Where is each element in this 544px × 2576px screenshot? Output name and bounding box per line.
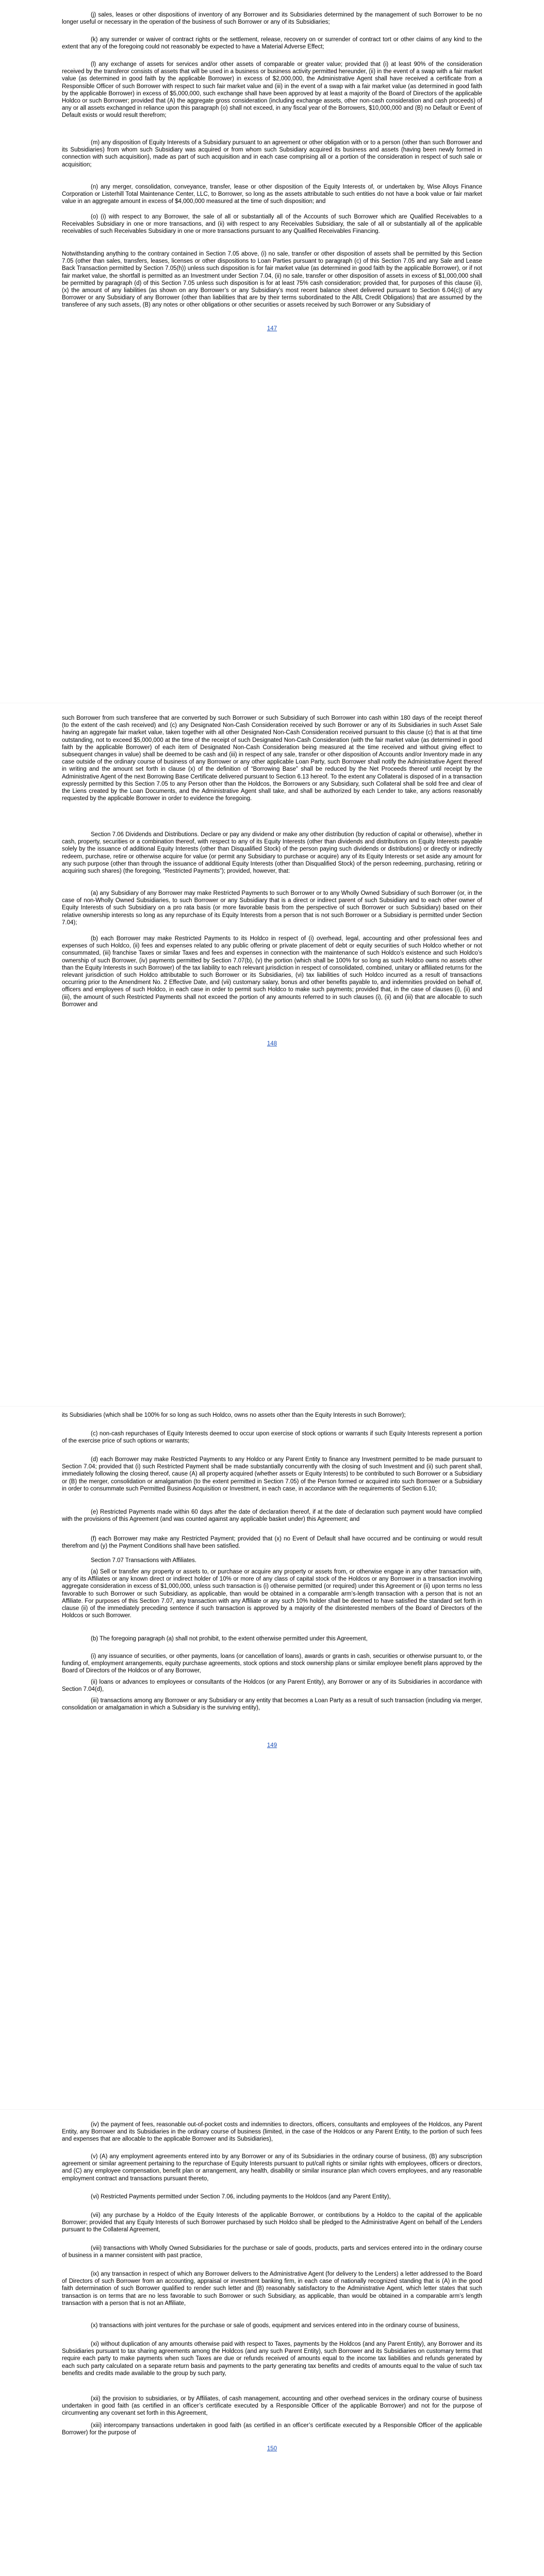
section-7-06-dividends: Section 7.06 Dividends and Distributions. Declare or pay any dividend or make any other distribution (by reduction of capital or otherwise), whether in cash, property, securities or a combination thereof, with respect to any of its Equity Interests (other than dividends and distributions on Equity Interests payable solely by the issuance of additional Equity Interests (other than Disqualified Stock) of the person paying such dividends or distributions) or directly or indirectly redeem, purchase, retire or otherwise acquire for value (or permit any Subsidiary to purchase or acquire) any of its Equity Interests or set aside any amount for any such purpose (other than through the issuance of additional Equity Interests (other than Disqualified Stock) of the person redeeming, purchasing, retiring or acquiring such shares) (the foregoing, “Restricted Payments”); provided, however, that:: [62, 832, 482, 875]
clause-xi: (xi) without duplication of any amounts otherwise paid with respect to Taxes, payments by the Holdcos (and any Parent Entity), any Borrower and its Subsidiaries pursuant to tax sharing agreements among the Holdcos (and any such Parent Entity), such Borrower and its Subsidiaries on customary terms that require each party to make payments when such Taxes are due or refunds received of amounts equal to the income tax liabilities and refunds generated by each such party calculated on a separate return basis and payments to the party generating tax benefits and credits of amounts equal to the value of such tax benefits and credits made available to the group by such party,: [62, 2341, 482, 2377]
paragraph-o: (o) (i) with respect to any Borrower, the sale of all or substantially all of the Accounts of such Borrower which are Qualified Receivables to a Receivables Subsidiary in one or more transactions, and (ii) with respect to any Receivables Subsidiary, the sale of all or substantially all of the applicable receivables of such Receivables Subsidiary in one or more transactions pursuant to any Qualified Receivables Financing.: [62, 214, 482, 235]
document-page-148: [0, 703, 544, 1406]
paragraph-n: (n) any merger, consolidation, conveyance, transfer, lease or other disposition of the Equity Interests of, or undertaken by, Wise Alloys Finance Corporation or Listerhill Total Maintenance Center, LLC, to Borrower, so long as the assets attributable to such entities do not have a book value or fair market value in an aggregate amount in excess of $4,000,000 measured at the time of such disposition; and: [62, 184, 482, 205]
paragraph-7-07-a: (a) Sell or transfer any property or assets to, or purchase or acquire any property or assets from, or otherwise engage in any other transaction with, any of its Affiliates or any known direct or indirect holder of 10% or more of any class of capital stock of the Holdcos or any Borrower in a transaction involving aggregate consideration in excess of $1,000,000, unless such transaction is (i) otherwise permitted (or required) under this Agreement or (ii) upon terms no less favorable to such Borrower or such Subsidiary, as applicable, than would be obtained in a comparable arm’s-length transaction with a person that is not an Affiliate. For purposes of this Section 7.07, any transaction with any Affiliate or any such 10% holder shall be deemed to have satisfied the standard set forth in clause (ii) of the immediately preceding sentence if such transaction is approved by a majority of the disinterested members of the Board of Directors of the Holdcos or such Borrower.: [62, 1569, 482, 1619]
paragraph-l: (l) any exchange of assets for services and/or other assets of comparable or greater value; provided that (i) at least 90% of the consideration received by the transferor consists of assets that will be used in a business or business activity permitted hereunder, (ii) in the event of a swap with a fair market value (as determined in good faith by the applicable Borrower) in excess of $2,000,000, the Administrative Agent shall have received a certificate from a Responsible Officer of such Borrower with respect to such fair market value and (iii) in the event of a swap with a fair market value (as determined in good faith by the applicable Borrower) in excess of $5,000,000, such exchange shall have been approved by at least a majority of the Board of Directors of the applicable Holdco or such Borrower; provided that (A) the aggregate gross consideration (including exchange assets, other non-cash consideration and cash proceeds) of any or all assets exchanged in reliance upon this paragraph (o) shall not exceed, in any fiscal year of the Borrowers, $10,000,000 and (B) no Default or Event of Default exists or would result therefrom;: [62, 61, 482, 119]
section-7-07-heading: Section 7.07 Transactions with Affiliates.: [91, 1557, 196, 1564]
page-number-link[interactable]: 150: [267, 2446, 277, 2452]
page-number-link[interactable]: 149: [267, 1742, 277, 1749]
page-number-link[interactable]: 148: [267, 1041, 277, 1047]
clause-x: (x) transactions with joint ventures for the purchase or sale of goods, equipment and services entered into in the ordinary course of business,: [91, 2323, 460, 2329]
clause-iii: (iii) transactions among any Borrower or any Subsidiary or any entity that becomes a Loan Party as a result of such transaction (including via merger, consolidation or amalgamation in which a Subsidiary is the surviving entity),: [62, 1698, 482, 1711]
clause-iv: (iv) the payment of fees, reasonable out-of-pocket costs and indemnities to directors, officers, consultants and employees of the Holdcos, any Parent Entity, any Borrower and its Subsidiaries in the ordinary course of business (limited, in the case of the Holdcos or any Parent Entity, to the portion of such fees and expenses that are allocable to the applicable Borrower and its Subsidiaries),: [62, 2122, 482, 2143]
document-page-149: [0, 1406, 544, 2110]
paragraph-7-07-b: (b) The foregoing paragraph (a) shall not prohibit, to the extent otherwise permitted under this Agreement,: [91, 1636, 368, 1642]
clause-v: (v) (A) any employment agreements entered into by any Borrower or any of its Subsidiaries in the ordinary course of business, (B) any subscription agreement or similar agreement pertaining to the repurchase of Equity Interests pursuant to put/call rights or similar rights with employees, officers or directors, and (C) any employee compensation, benefit plan or arrangement, any health, disability or similar insurance plan which covers employees, and any reasonable employment contract and transactions pursuant thereto,: [62, 2154, 482, 2182]
clause-ix: (ix) any transaction in respect of which any Borrower delivers to the Administrative Agent (for delivery to the Lenders) a letter addressed to the Board of Directors of such Borrower from an accounting, appraisal or investment banking firm, in each case of nationally recognized standing that is (A) in the good faith determination of such Borrower qualified to render such letter and (B) reasonably satisfactory to the Administrative Agent, which letter states that such transaction is on terms that are no less favorable to such Borrower or such Subsidiary, as applicable, than would be obtained in a comparable arm’s length transaction with a person that is not an Affiliate,: [62, 2271, 482, 2307]
paragraph-c: (c) non-cash repurchases of Equity Interests deemed to occur upon exercise of stock options or warrants if such Equity Interests represent a portion of the exercise price of such options or warrants;: [62, 1431, 482, 1445]
clause-ii: (ii) loans or advances to employees or consultants of the Holdcos (or any Parent Entity), any Borrower or any of its Subsidiaries in accordance with Section 7.04(d),: [62, 1679, 482, 1693]
paragraph-b: (b) each Borrower may make Restricted Payments to its Holdco in respect of (i) overhead, legal, accounting and other professional fees and expenses of such Holdco, (ii) fees and expenses related to any public offering or private placement of debt or equity securities of such Holdco whether or not consummated, (iii) franchise Taxes or similar Taxes and fees and expenses in connection with the maintenance of such Holdco’s existence and such Holdco’s ownership of such Borrower, (iv) payments permitted by Section 7.07(b), (v) the portion (which shall be 100% for so long as such Holdco owns no assets other than the Equity Interests in such Borrower) of the tax liability to each relevant jurisdiction in respect of consolidated, combined, unitary or affiliated returns for the relevant jurisdiction of such Holdco attributable to such Borrower or its Subsidiaries, (vi) tax liabilities of such Holdco incurred as a result of transactions occurring prior to the Amendment No. 2 Effective Date, and (vii) customary salary, bonus and other benefits payable to, and indemnities provided on behalf of, officers and employees of such Holdco, in each case in order to permit such Holdco to make such payments; provided that, in the case of clauses (i), (ii) and (iii), the amount of such Restricted Payments shall not exceed the portion of any amounts referred to in such clauses (i), (ii) and (iii) that are allocable to such Borrower and: [62, 936, 482, 1008]
paragraph-d: (d) each Borrower may make Restricted Payments to any Holdco or any Parent Entity to finance any Investment permitted to be made pursuant to Section 7.04; provided that (i) such Restricted Payment shall be made substantially concurrently with the closing of such Investment and (ii) such parent shall, immediately following the closing thereof, cause (A) all property acquired (whether assets or Equity Interests) to be contributed to such Borrower or a Subsidiary or (B) the merger, consolidation or amalgamation (to the extent permitted in Section 7.05) of the Person formed or acquired into such Borrower or a Subsidiary in order to consummate such Permitted Business Acquisition or Investment, in each case, in accordance with the requirements of Section 6.10;: [62, 1456, 482, 1492]
paragraph-continuation: such Borrower from such transferee that are converted by such Borrower or such Subsidiary of such Borrower into cash within 180 days of the receipt thereof (to the extent of the cash received) and (c) any Designated Non-Cash Consideration received by such Borrower or any of its Subsidiaries in such Asset Sale having an aggregate fair market value, taken together with all other Designated Non-Cash Consideration received pursuant to this clause (c) that is at that time outstanding, not to exceed $5,000,000 at the time of the receipt of such Designated Non-Cash Consideration (with the fair market value (as determined in good faith by the applicable Borrower) of each item of Designated Non-Cash Consideration being measured at the time received and without giving effect to subsequent changes in value) shall be deemed to be cash and (iii) in respect of any sale, transfer or other disposition of Accounts and/or Inventory made in any case outside of the ordinary course of business of any Borrower or any other applicable Loan Party, such Borrower shall notify the Administrative Agent thereof in writing and the amount set forth in clause (x) of the definition of “Borrowing Base” shall be reduced by the Net Proceeds thereof until receipt by the Administrative Agent of the next Borrowing Base Certificate delivered pursuant to Section 6.13 hereof. To the extent any Collateral is disposed of in a transaction expressly permitted by this Section 7.05 to any Person other than the Holdcos, the Borrowers or any Subsidiary, such Collateral shall be sold free and clear of the Liens created by the Loan Documents, and the Administrative Agent shall take, and shall be authorized by each Lender to take, any actions reasonably requested by the applicable Borrower in order to evidence the foregoing.: [62, 715, 482, 802]
paragraph-m: (m) any disposition of Equity Interests of a Subsidiary pursuant to an agreement or other obligation with or to a person (other than such Borrower and its Subsidiaries) from whom such Subsidiary was acquired or from whom such Subsidiary acquired its business and assets (having been newly formed in connection with such acquisition), made as part of such acquisition and in each case comprising all or a portion of the consideration in respect of such sale or acquisition;: [62, 140, 482, 168]
paragraph-e: (e) Restricted Payments made within 60 days after the date of declaration thereof, if at the date of declaration such payment would have complied with the provisions of this Agreement (and was counted against any applicable basket under) this Agreement; and: [62, 1509, 482, 1523]
clause-i: (i) any issuance of securities, or other payments, loans (or cancellation of loans), awards or grants in cash, securities or otherwise pursuant to, or the funding of, employment arrangements, equity purchase agreements, stock options and stock ownership plans or similar employee benefit plans approved by the Board of Directors of the Holdcos or of any Borrower,: [62, 1653, 482, 1674]
clause-vii: (vii) any purchase by a Holdco of the Equity Interests of the applicable Borrower, or contributions by a Holdco to the capital of the applicable Borrower; provided that any Equity Interests of such Borrower purchased by such Holdco shall be pledged to the Administrative Agent on behalf of the Lenders pursuant to the Collateral Agreement,: [62, 2212, 482, 2233]
paragraph-f: (f) each Borrower may make any Restricted Payment; provided that (x) no Event of Default shall have occurred and be continuing or would result therefrom and (y) the Payment Conditions shall have been satisfied.: [62, 1536, 482, 1550]
paragraph-notwithstanding: Notwithstanding anything to the contrary contained in Section 7.05 above, (i) no sale, transfer or other disposition of assets shall be permitted by this Section 7.05 (other than sales, transfers, leases, licenses or other dispositions to Loan Parties pursuant to paragraph (c) of this Section 7.05 and any Sale and Lease Back Transaction permitted by Section 7.05(h)) unless such disposition is for fair market value (as determined in good faith by the applicable Borrower), or if not fair market value, the shortfall is permitted as an Investment under Section 7.04, (ii) no sale, transfer or other disposition of assets in excess of $1,000,000 shall be permitted by paragraph (d) of this Section 7.05 unless such disposition is for at least 75% cash consideration; provided that, for purposes of this clause (ii), (x) the amount of any liabilities (as shown on any Borrower’s or any Subsidiary’s most recent balance sheet delivered pursuant to Section 6.04(c)) of any Borrower or any Subsidiary of any Borrower (other than liabilities that are by their terms subordinated to the ABL Credit Obligations) that are assumed by the transferee of any such assets, (B) any notes or other obligations or other securities or assets received by such Borrower or any Subsidiary of: [62, 251, 482, 309]
paragraph-continuation: its Subsidiaries (which shall be 100% for so long as such Holdco, owns no assets other than the Equity Interests in such Borrower);: [62, 1412, 406, 1418]
clause-viii: (viii) transactions with Wholly Owned Subsidiaries for the purchase or sale of goods, products, parts and services entered into in the ordinary course of business in a manner consistent with past practice,: [62, 2245, 482, 2259]
clause-xii: (xii) the provision to subsidiaries, or by Affiliates, of cash management, accounting and other overhead services in the ordinary course of business undertaken in good faith (as certified in an officer’s certificate executed by a Responsible Officer of the applicable Borrower) and not for the purpose of circumventing any covenant set forth in this Agreement,: [62, 2396, 482, 2417]
paragraph-a: (a) any Subsidiary of any Borrower may make Restricted Payments to such Borrower or to any Wholly Owned Subsidiary of such Borrower (or, in the case of non-Wholly Owned Subsidiaries, to such Borrower or any Subsidiary that is a direct or indirect parent of such Subsidiary and to each other owner of Equity Interests of such Subsidiary on a pro rata basis (or more favorable basis from the perspective of such Borrower or such Subsidiary) based on their relative ownership interests so long as any repurchase of its Equity Interests from a person that is not such Borrower or a Subsidiary is permitted under Section 7.04);: [62, 890, 482, 926]
paragraph-j: (j) sales, leases or other dispositions of inventory of any Borrower and its Subsidiaries determined by the management of such Borrower to be no longer useful or necessary in the operation of the business of such Borrower or any of its Subsidiaries;: [62, 12, 482, 26]
clause-vi: (vi) Restricted Payments permitted under Section 7.06, including payments to the Holdcos (and any Parent Entity),: [91, 2194, 391, 2200]
page-number-link[interactable]: 147: [267, 326, 277, 332]
document-page-147: [0, 0, 544, 703]
document-page-150: [0, 2110, 544, 2576]
clause-xiii: (xiii) intercompany transactions undertaken in good faith (as certified in an officer’s certificate executed by a Responsible Officer of the applicable Borrower) for the purpose of: [62, 2422, 482, 2436]
paragraph-k: (k) any surrender or waiver of contract rights or the settlement, release, recovery on or surrender of contract tort or other claims of any kind to the extent that any of the foregoing could not reasonably be expected to have a Material Adverse Effect;: [62, 37, 482, 50]
